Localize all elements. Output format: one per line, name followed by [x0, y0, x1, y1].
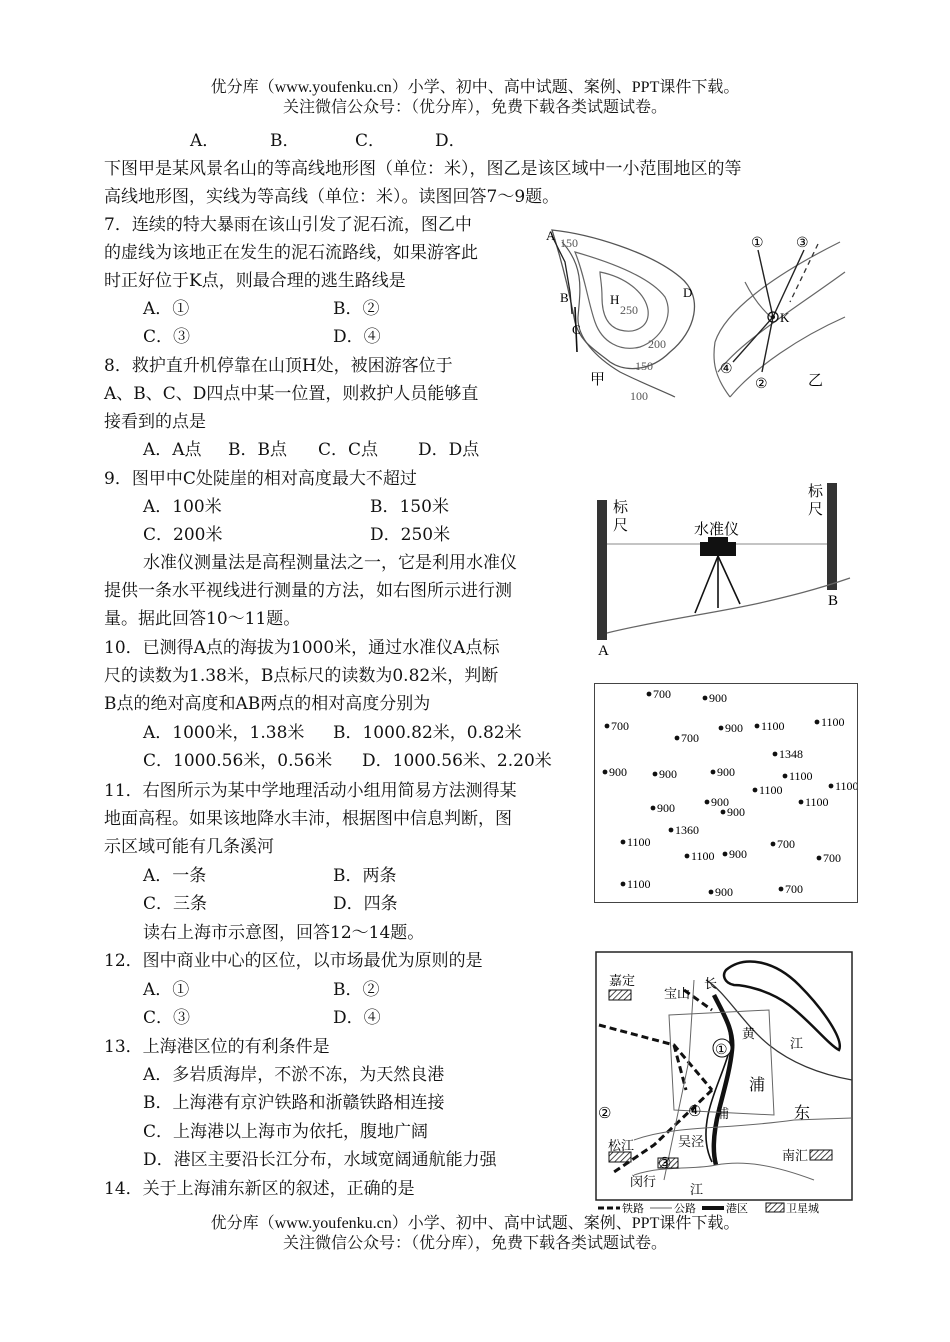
point-a-label: A: [546, 228, 556, 243]
instrument-label: 水准仪: [694, 522, 740, 538]
elevation-dot: [711, 770, 716, 775]
jiang-label-2: 江: [690, 1182, 704, 1197]
elevation-value: 1100: [627, 877, 651, 891]
elevation-dot: [815, 720, 820, 725]
minhang-label: 闵行: [630, 1174, 657, 1189]
q7-option-d: D．④: [333, 327, 381, 347]
elevation-point: [709, 885, 733, 899]
header-line-2: 关注微信公众号：（优分库），免费下载各类试题试卷。: [282, 99, 667, 116]
elevation-point: [675, 731, 699, 745]
intro-7-9-line-2: 高线地形图，实线为等高线（单位：米）。读图回答7～9题。: [104, 187, 560, 207]
point-k-dot: [771, 315, 775, 319]
prev-option-a: A．: [190, 131, 220, 151]
huangpu-river-port: [714, 995, 732, 1165]
elevation-dot: [653, 772, 658, 777]
q8-stem-3: 接看到的点是: [104, 412, 206, 432]
elevation-dot: [685, 854, 690, 859]
elevation-dot: [779, 887, 784, 892]
elevation-point: [647, 687, 671, 701]
elevation-dot: [705, 800, 710, 805]
elevation-point: [603, 765, 627, 779]
road-west: [664, 980, 694, 1180]
point-b-label: B: [560, 290, 569, 305]
elevation-dot: [755, 724, 760, 729]
elevation-dot: [621, 882, 626, 887]
contour-map-figure: [540, 222, 850, 412]
q9-option-a: A．100米: [143, 497, 222, 517]
point-c-label: C: [572, 322, 581, 337]
elevation-dot: [723, 852, 728, 857]
elevation-value: 900: [715, 885, 733, 899]
q11-option-a: A．一条: [143, 866, 207, 886]
q9-option-b: B．150米: [370, 497, 449, 517]
elevation-value: 1100: [759, 783, 783, 797]
elevation-point: [779, 882, 803, 896]
elevation-point: [703, 691, 727, 705]
route-2-label: ②: [755, 377, 768, 392]
elevation-dot: [651, 806, 656, 811]
jia-label: 甲: [590, 372, 606, 388]
route-1-line: [758, 250, 773, 317]
elevation-dot: [799, 800, 804, 805]
elevation-value: 700: [611, 719, 629, 733]
q11-stem-3: 示区域可能有几条溪河: [104, 837, 274, 857]
elevation-value: 1100: [835, 779, 857, 793]
q7-stem-2: 的虚线为该地正在发生的泥石流路线，如果游客此: [104, 243, 478, 263]
elevation-point: [653, 767, 677, 781]
q8-option-a: A．A点: [143, 440, 202, 460]
ground-line: [607, 578, 850, 633]
marker-1-label: ①: [715, 1043, 728, 1058]
elevation-dot: [829, 784, 834, 789]
elevation-points-figure: [594, 683, 858, 903]
elevation-value: 900: [711, 795, 729, 809]
jiading-label: 嘉定: [609, 973, 636, 988]
contour-label-200: 200: [648, 337, 666, 351]
q9-option-d: D．250米: [370, 525, 451, 545]
tripod-leg-left: [695, 556, 718, 613]
footer-line-1: 优分库（www.youfenku.cn）小学、初中、高中试题、案例、PPT课件下载。: [210, 1215, 740, 1232]
intro-7-9-line-1: 下图甲是某风景名山的等高线地形图（单位：米），图乙是该区域中一小范围地区的等: [104, 159, 742, 179]
route-4-label: ④: [720, 362, 733, 377]
q8-stem-1: 8．救护直升机停靠在山顶H处，被困游客位于: [104, 356, 453, 376]
elevation-value: 700: [653, 687, 671, 701]
legend-rail-label: 铁路: [622, 1203, 644, 1215]
q11-option-b: B．两条: [333, 866, 397, 886]
jiang-label-1: 江: [790, 1036, 804, 1051]
contour-label-250: 250: [620, 303, 638, 317]
elevation-point: [755, 719, 785, 733]
staff-right-label-2: 尺: [808, 502, 824, 518]
nanhui-label: 南汇: [782, 1148, 809, 1163]
q12-stem-1: 12．图中商业中心的区位，以市场最优为原则的是: [104, 951, 483, 971]
elevation-value: 1100: [821, 715, 845, 729]
elevation-value: 900: [657, 801, 675, 815]
intro-10-11-line-2: 提供一条水平视线进行测量的方法，如右图所示进行测: [104, 581, 512, 601]
route-3-label: ③: [796, 236, 809, 251]
elevation-dot: [669, 828, 674, 833]
elevation-dot: [817, 856, 822, 861]
leveling-svg: [590, 478, 860, 658]
legend-sat-label: 卫星城: [786, 1203, 819, 1215]
elevation-point: [829, 779, 857, 793]
q13-stem-1: 13．上海港区位的有利条件是: [104, 1037, 330, 1057]
elevation-value: 1348: [779, 747, 803, 761]
route-4-line: [733, 317, 773, 362]
huang-label: 黄: [742, 1026, 756, 1041]
q9-stem-1: 9．图甲中C处陡崖的相对高度最大不超过: [104, 469, 417, 489]
q14-stem-1: 14．关于上海浦东新区的叙述，正确的是: [104, 1179, 415, 1199]
elevation-point: [771, 837, 795, 851]
elevation-point: [753, 783, 783, 797]
songjiang-satellite: [609, 1152, 631, 1162]
contour-outer: [562, 242, 675, 397]
q12-option-d: D．④: [333, 1008, 381, 1028]
map-frame: [596, 952, 852, 1200]
contour-label-100: 100: [630, 389, 648, 403]
level-point-a: A: [598, 643, 609, 658]
elevation-point: [815, 715, 845, 729]
elevation-dot: [753, 788, 758, 793]
elevation-value: 900: [609, 765, 627, 779]
pu-label-1: 浦: [749, 1077, 766, 1094]
q8-option-d: D．D点: [418, 440, 480, 460]
yi-contour-3: [730, 317, 845, 397]
level-instrument-body: [700, 542, 736, 556]
nanhui-satellite: [810, 1150, 832, 1160]
elevation-dot: [773, 752, 778, 757]
elevation-value: 1100: [627, 835, 651, 849]
elevation-value: 900: [727, 805, 745, 819]
debris-flow-path: [790, 244, 818, 302]
leveling-figure: [590, 478, 860, 658]
contour-map-svg: [540, 222, 850, 412]
staff-b: [827, 483, 837, 590]
q8-option-b: B．B点: [228, 440, 287, 460]
shanghai-map-figure: [594, 950, 856, 1218]
elevation-point: [783, 769, 813, 783]
point-d-label: D: [683, 285, 693, 300]
elevation-dot: [709, 890, 714, 895]
q10-stem-2: 尺的读数为1.38米，B点标尺的读数为0.82米，判断: [104, 666, 499, 686]
songjiang-label: 松江: [608, 1138, 635, 1153]
wujing-label: 吴泾: [678, 1134, 705, 1149]
level-point-b: B: [828, 593, 839, 609]
elevation-point: [799, 795, 829, 809]
q7-option-a: A．①: [143, 299, 190, 319]
contour-250: [600, 272, 648, 331]
q10-stem-3: B点的绝对高度和AB两点的相对高度分别为: [104, 694, 431, 714]
yi-contour-1: [715, 242, 840, 342]
q12-option-c: C．③: [143, 1008, 191, 1028]
elevation-value: 900: [717, 765, 735, 779]
elevation-dot: [621, 840, 626, 845]
elevation-value: 1100: [805, 795, 829, 809]
staff-a: [597, 500, 607, 640]
elevation-point: [719, 721, 743, 735]
prev-option-c: C．: [355, 131, 386, 151]
q13-option-c: C．上海港以上海市为依托，腹地广阔: [143, 1122, 429, 1142]
elevation-point: [621, 835, 651, 849]
marker-3-label: ③: [658, 1156, 672, 1172]
elevation-dot: [719, 726, 724, 731]
q12-option-b: B．②: [333, 980, 380, 1000]
q8-stem-2: A、B、C、D四点中某一位置，则救护人员能够直: [104, 384, 479, 404]
q13-option-d: D．港区主要沿长江分布，水域宽阔通航能力强: [143, 1150, 497, 1170]
legend-sat-symbol: [766, 1203, 784, 1212]
q11-stem-2: 地面高程。如果该地降水丰沛，根据图中信息判断，图: [104, 809, 512, 829]
elevation-value: 700: [681, 731, 699, 745]
q10-option-a: A．1000米，1.38米: [143, 723, 305, 743]
intro-12-14: 读右上海市示意图，回答12～14题。: [143, 923, 425, 943]
shanghai-map-svg: [594, 950, 856, 1218]
contour-label-150a: 150: [560, 236, 578, 250]
elevation-point: [685, 849, 715, 863]
elevation-dot: [703, 696, 708, 701]
footer-line-2: 关注微信公众号：（优分库），免费下载各类试题试卷。: [282, 1235, 667, 1252]
elevation-points-svg: [595, 684, 857, 902]
pu-label-2: 浦: [716, 1106, 730, 1121]
q8-option-c: C．C点: [318, 440, 379, 460]
q11-option-c: C．三条: [143, 894, 208, 914]
elevation-point: [669, 823, 699, 837]
q12-option-a: A．①: [143, 980, 190, 1000]
elevation-point: [651, 801, 675, 815]
intro-10-11-line-1: 水准仪测量法是高程测量法之一，它是利用水准仪: [143, 553, 517, 573]
jiading-satellite: [609, 990, 631, 1000]
marker-2-label: ②: [598, 1106, 612, 1122]
dong-label: 东: [794, 1105, 811, 1122]
yi-label: 乙: [808, 373, 824, 389]
route-1-label: ①: [751, 236, 764, 251]
elevation-point: [773, 747, 803, 761]
staff-left-label-1: 标: [613, 500, 629, 516]
q13-option-a: A．多岩质海岸，不淤不冻，为天然良港: [143, 1065, 445, 1085]
elevation-value: 1100: [789, 769, 813, 783]
header-line-1: 优分库（www.youfenku.cn）小学、初中、高中试题、案例、PPT课件下载。: [210, 79, 740, 96]
tripod-leg-right: [718, 556, 740, 604]
contour-label-150b: 150: [635, 359, 653, 373]
elevation-point: [605, 719, 629, 733]
marker-4-label: ④: [688, 1104, 702, 1120]
elevation-value: 1360: [675, 823, 699, 837]
staff-left-label-2: 尺: [613, 518, 629, 534]
elevation-dot: [647, 692, 652, 697]
legend-port-label: 港区: [726, 1203, 748, 1215]
elevation-value: 1100: [761, 719, 785, 733]
elevation-dot: [783, 774, 788, 779]
q10-option-c: C．1000.56米，0.56米: [143, 751, 333, 771]
elevation-value: 700: [823, 851, 841, 865]
legend-road-label: 公路: [674, 1203, 696, 1215]
baoshan-label: 宝山: [664, 986, 691, 1001]
elevation-dot: [603, 770, 608, 775]
prev-option-b: B．: [270, 131, 300, 151]
elevation-point: [705, 795, 729, 809]
elevation-value: 900: [709, 691, 727, 705]
q10-stem-1: 10．已测得A点的海拔为1000米，通过水准仪A点标: [104, 638, 500, 658]
q11-stem-1: 11．右图所示为某中学地理活动小组用简易方法测得某: [104, 781, 517, 801]
elevation-value: 1100: [691, 849, 715, 863]
q7-stem-1: 7．连续的特大暴雨在该山引发了泥石流，图乙中: [104, 215, 472, 235]
point-h-label: H: [610, 292, 620, 307]
elevation-value: 700: [785, 882, 803, 896]
elevation-dot: [675, 736, 680, 741]
staff-right-label-1: 标: [808, 484, 824, 500]
intro-10-11-line-3: 量。据此回答10～11题。: [104, 609, 301, 629]
prev-option-d: D．: [435, 131, 466, 151]
chang-label: 长: [704, 976, 718, 991]
q13-option-b: B．上海港有京沪铁路和浙赣铁路相连接: [143, 1093, 445, 1113]
yi-contour-5: [745, 282, 772, 318]
elevation-value: 900: [659, 767, 677, 781]
q7-option-b: B．②: [333, 299, 380, 319]
route-2-line: [762, 317, 773, 372]
elevation-point: [723, 847, 747, 861]
elevation-value: 700: [777, 837, 795, 851]
elevation-dot: [605, 724, 610, 729]
q7-stem-3: 时正好位于K点，则最合理的逃生路线是: [104, 271, 406, 291]
elevation-dot: [771, 842, 776, 847]
q10-option-b: B．1000.82米，0.82米: [333, 723, 522, 743]
elevation-value: 900: [725, 721, 743, 735]
q11-option-d: D．四条: [333, 894, 398, 914]
q7-option-c: C．③: [143, 327, 191, 347]
elevation-dot: [721, 810, 726, 815]
road-south: [634, 1118, 852, 1140]
elevation-value: 900: [729, 847, 747, 861]
elevation-point: [817, 851, 841, 865]
route-3-line: [773, 250, 804, 317]
contour-200: [575, 252, 668, 348]
q9-option-c: C．200米: [143, 525, 223, 545]
elevation-point: [711, 765, 735, 779]
railway-1: [599, 1025, 712, 1090]
elevation-point: [621, 877, 651, 891]
q10-option-d: D．1000.56米、2.20米: [362, 751, 552, 771]
point-k-label: K: [780, 310, 790, 325]
